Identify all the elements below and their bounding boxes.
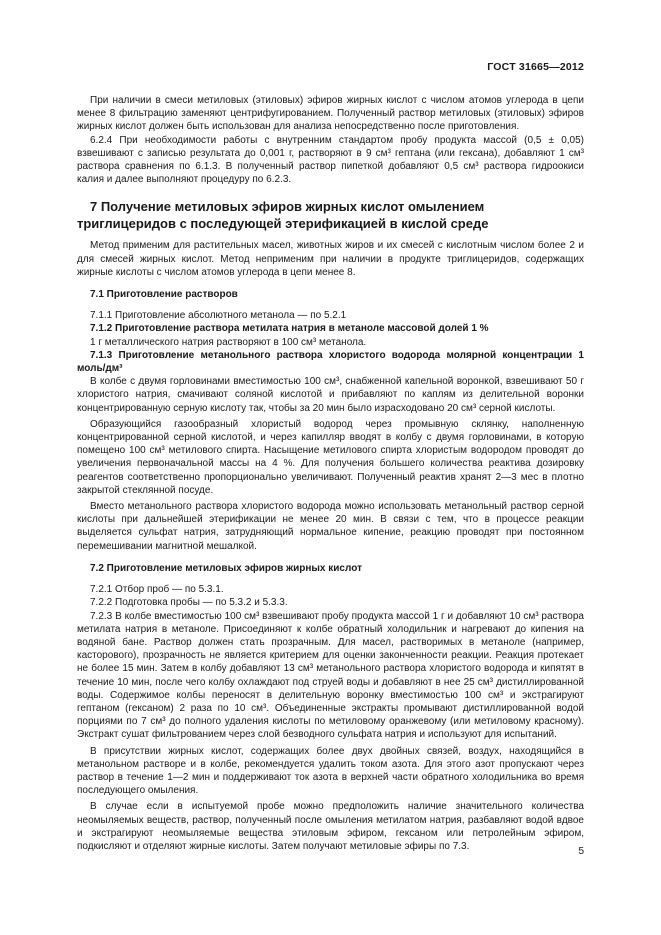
paragraph: При наличии в смеси метиловых (этиловых) эфиров жирных кислот с числом атомов углерода в цепи менее 8 фильтрацию заменяют центрифугированием. Полученный раствор метиловых (этиловых) эфиров жирных кислот должен быть использован для анализа непосредственно после приготовления.	[77, 95, 584, 133]
paragraph: Образующийся газообразный хлористый водород через промывную склянку, наполненную концентрированной серной кислотой, и через капилляр вводят в колбу с двумя горловинами, в которую помещено 100 см³ метилового спирта. Насыщение метилового спирта хлористым водородом проводят до увеличения первоначальной массы на 4 %. Для получения большего количества реактива дозировку реагентов соответственно пропорционально увеличивают. Полученный реактив хранят 2—3 мес в плотно закрытой стеклянной посуде.	[77, 418, 584, 496]
document-body	[77, 94, 584, 853]
paragraph: 1 г металлического натрия растворяют в 100 см³ метанола.	[90, 336, 367, 348]
paragraph: 7.2.1 Отбор проб — по 5.3.1.	[90, 584, 224, 596]
paragraph: Метод применим для растительных масел, животных жиров и их смесей с кислотным числом более 2 и для смесей жирных кислот. Метод неприменим при наличии в продукте триглицеридов, содержащих жирные кислоты с числом атомов углерода в цепи менее 8.	[77, 240, 584, 278]
page-number: 5	[578, 846, 584, 857]
paragraph: 7.1.1 Приготовление абсолютного метанола — по 5.2.1	[90, 310, 347, 322]
subsection-heading-7-2: 7.2 Приготовление метиловых эфиров жирных кислот	[90, 562, 362, 574]
paragraph: 6.2.4 При необходимости работы с внутренним стандартом пробу продукта массой (0,5 ± 0,05) взвешивают с записью результата до 0,001 г, растворяют в 9 см³ гептана (или гексана), добавляют 1 см³ раствора сравнения по 6.1.3. В полученный раствор пипеткой добавляют 0,5 см³ раствора гидроокиси калия и далее выполняют процедуру по 6.2.3.	[77, 134, 584, 186]
section-heading-7: 7 Получение метиловых эфиров жирных кислот омылением триглицеридов с последующей этерификацией в кислой среде	[77, 199, 489, 232]
paragraph: В случае если в испытуемой пробе можно предположить наличие значительного количества неомыляемых веществ, раствор, полученный после омыления метилатом натрия, разбавляют водой вдвое и экстрагируют неомыляемые вещества этиловым эфиром, гексаном или петролейным эфиром, подкисляют и отделяют жирные кислоты. Затем получают метиловые эфиры по 7.3.	[77, 801, 584, 852]
paragraph: Вместо метанольного раствора хлористого водорода можно использовать метанольный раствор серной кислоты при дальнейшей этерификации не менее 20 мин. В связи с тем, что в процессе реакции выделяется сульфат натрия, затрудняющий нормальное кипение, реакцию проводят при постоянном перемешивании магнитной мешалкой.	[77, 501, 584, 552]
clause-heading: 7.1.3 Приготовление метанольного раствора хлористого водорода молярной концентрации 1 моль/дм³	[77, 349, 584, 375]
document-code: ГОСТ 31665—2012	[487, 61, 584, 73]
paragraph: В присутствии жирных кислот, содержащих более двух двойных связей, воздух, находящийся в метанольном растворе и в колбе, рекомендуется удалить током азота. Для этого азот пропускают через раствор в течение 1—2 мин и поддерживают ток азота в верхней части обратного холодильника во время последующего омыления.	[77, 745, 584, 797]
clause-heading: 7.1.2 Приготовление раствора метилата натрия в метаноле массовой долей 1 %	[90, 323, 489, 335]
paragraph: В колбе с двумя горловинами вместимостью 100 см³, снабженной капельной воронкой, взвешивают 50 г хлористого натрия, смачивают соляной кислотой и прибавляют по каплям из делительной воронки концентрированную серную кислоту так, чтобы за 20 мин было израсходовано 20 см³ серной кислоты.	[77, 376, 584, 414]
paragraph: 7.2.2 Подготовка пробы — по 5.3.2 и 5.3.3.	[90, 597, 288, 609]
paragraph: 7.2.3 В колбе вместимостью 100 см³ взвешивают пробу продукта массой 1 г и добавляют 10 см³ раствора метилата натрия в метаноле. Присоединяют к колбе обратный холодильник и нагревают до кипения на водяной бане. Раствор должен стать прозрачным. Для масел, растворимых в метаноле (например, касторового), прозрачность не является критерием для оценки законченности реакции. Реакция протекает не более 15 мин. Затем в колбу добавляют 13 см³ метанольного раствора хлористого водорода и кипятят в течение 10 мин, после чего колбу охлаждают под струей воды и добавляют в нее 25 см³ дистиллированной воды. Содержимое колбы переносят в делительную воронку вместимостью 100 см³ и экстрагируют гептаном (гексаном) 2 раза по 10 см³. Объединенные экстракты промывают дистиллированной водой порциями по 7 см³ до полного удаления кислоты по метиловому оранжевому (или метиловому красному). Экстракт сушат фильтрованием через слой безводного сульфата натрия и используют для испытаний.	[77, 610, 584, 741]
subsection-heading-7-1: 7.1 Приготовление растворов	[90, 289, 238, 301]
